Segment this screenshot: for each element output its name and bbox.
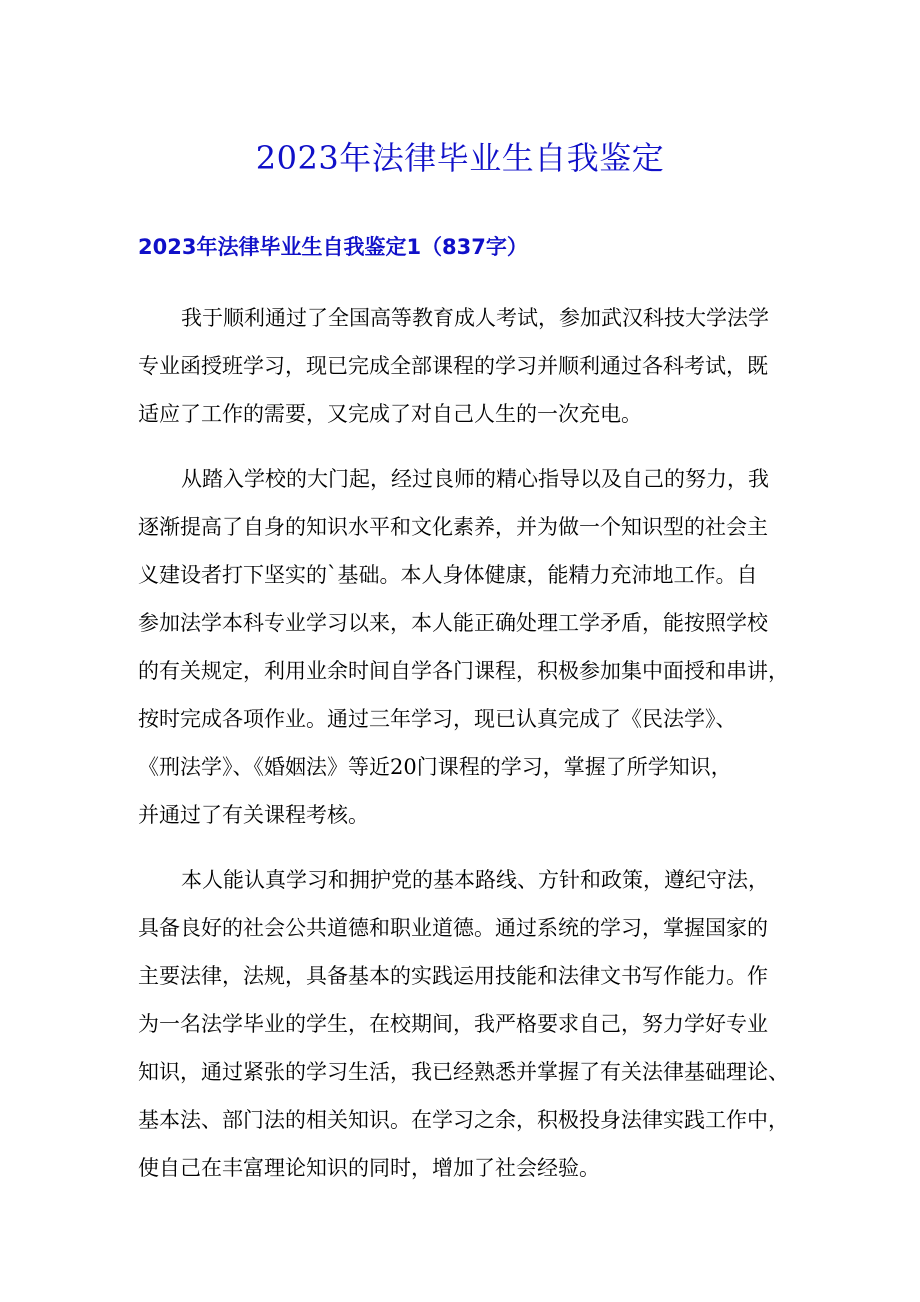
paragraph-line: 义建设者打下坚实的`基础。本人身体健康，能精力充沛地工作。自 (138, 563, 758, 587)
paragraph-line: 参加法学本科专业学习以来，本人能正确处理工学矛盾，能按照学校 (138, 611, 768, 635)
paragraph-line: 的有关规定，利用业余时间自学各门课程，积极参加集中面授和串讲， (138, 659, 789, 683)
paragraph-line: 逐渐提高了自身的知识水平和文化素养，并为做一个知识型的社会主 (138, 515, 768, 539)
paragraph-line: 使自己在丰富理论知识的同时，增加了社会经验。 (138, 1156, 600, 1180)
paragraph-line: 本人能认真学习和拥护党的基本路线、方针和政策，遵纪守法， (181, 868, 769, 892)
paragraph-line: 并通过了有关课程考核。 (138, 803, 369, 827)
paragraph-line: 具备良好的社会公共道德和职业道德。通过系统的学习，掌握国家的 (138, 916, 768, 940)
paragraph-line: 从踏入学校的大门起，经过良师的精心指导以及自己的努力，我 (181, 467, 769, 491)
paragraph-line: 适应了工作的需要，又完成了对自己人生的一次充电。 (138, 402, 642, 426)
paragraph-3 (138, 856, 789, 1192)
paragraph-2 (138, 455, 789, 839)
paragraph-line: 《刑法学》、《婚姻法》等近20门课程的学习，掌握了所学知识， (138, 755, 732, 779)
paragraph-line: 主要法律，法规，具备基本的实践运用技能和法律文书写作能力。作 (138, 964, 768, 988)
paragraph-line: 为一名法学毕业的学生，在校期间，我严格要求自己，努力学好专业 (138, 1012, 768, 1036)
paragraph-line: 按时完成各项作业。通过三年学习，现已认真完成了《民法学》、 (138, 707, 737, 731)
paragraph-line: 专业函授班学习，现已完成全部课程的学习并顺利通过各科考试，既 (138, 354, 768, 378)
paragraph-line: 基本法、部门法的相关知识。在学习之余，积极投身法律实践工作中， (138, 1108, 789, 1132)
paragraph-1 (138, 294, 786, 438)
paragraph-line: 我于顺利通过了全国高等教育成人考试，参加武汉科技大学法学 (181, 306, 769, 330)
paragraph-line: 知识，通过紧张的学习生活，我已经熟悉并掌握了有关法律基础理论、 (138, 1060, 789, 1084)
document-title: 2023年法律毕业生自我鉴定 (255, 139, 665, 177)
section-heading: 2023年法律毕业生自我鉴定1（837字） (138, 235, 528, 259)
